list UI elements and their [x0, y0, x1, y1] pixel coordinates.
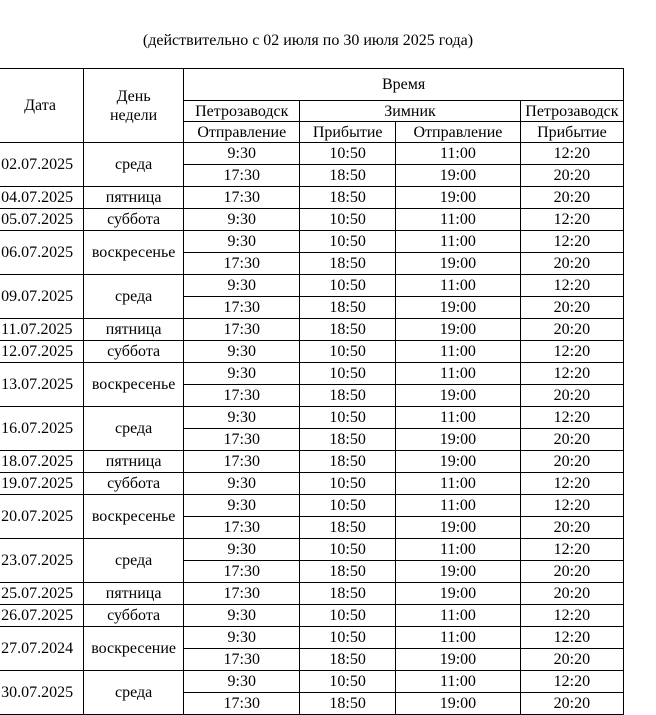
arrival-zimnik-cell: 18:50 [300, 165, 396, 187]
arrival-zimnik-cell: 10:50 [300, 275, 396, 297]
header-day-of-week: День недели [83, 69, 183, 143]
day-of-week-cell: пятница [83, 319, 183, 341]
arrival-petrozavodsk-cell: 20:20 [520, 649, 623, 671]
arrival-zimnik-cell: 18:50 [300, 583, 396, 605]
departure-zimnik-cell: 11:00 [396, 209, 521, 231]
arrival-zimnik-cell: 18:50 [300, 517, 396, 539]
departure-petrozavodsk-cell: 17:30 [184, 429, 300, 451]
day-of-week-cell: пятница [83, 583, 183, 605]
table-row [0, 363, 624, 385]
arrival-petrozavodsk-cell: 12:20 [520, 341, 623, 363]
arrival-petrozavodsk-cell: 20:20 [520, 451, 623, 473]
day-of-week-cell: среда [83, 539, 183, 583]
departure-petrozavodsk-cell: 9:30 [184, 473, 300, 495]
arrival-petrozavodsk-cell: 20:20 [520, 517, 623, 539]
arrival-petrozavodsk-cell: 12:20 [520, 627, 623, 649]
departure-zimnik-cell: 11:00 [396, 275, 521, 297]
departure-petrozavodsk-cell: 17:30 [184, 517, 300, 539]
departure-zimnik-cell: 19:00 [396, 693, 521, 715]
departure-zimnik-cell: 19:00 [396, 187, 521, 209]
departure-zimnik-cell: 19:00 [396, 385, 521, 407]
departure-petrozavodsk-cell: 9:30 [184, 341, 300, 363]
table-row [0, 539, 624, 561]
departure-petrozavodsk-cell: 9:30 [184, 231, 300, 253]
arrival-petrozavodsk-cell: 20:20 [520, 165, 623, 187]
date-cell: 20.07.2025 [0, 495, 83, 539]
departure-zimnik-cell: 11:00 [396, 539, 521, 561]
departure-petrozavodsk-cell: 17:30 [184, 253, 300, 275]
document-subtitle: (действительно с 02 июля по 30 июля 2025 года) [142, 32, 474, 49]
date-cell: 27.07.2024 [0, 627, 83, 671]
departure-zimnik-cell: 11:00 [396, 341, 521, 363]
departure-zimnik-cell: 19:00 [396, 583, 521, 605]
header-stop-zimnik: Зимник [300, 101, 521, 122]
day-of-week-cell: суббота [83, 605, 183, 627]
table-row [0, 473, 624, 495]
table-row [0, 605, 624, 627]
table-row [0, 275, 624, 297]
departure-petrozavodsk-cell: 9:30 [184, 209, 300, 231]
date-cell: 12.07.2025 [0, 341, 83, 363]
arrival-zimnik-cell: 10:50 [300, 605, 396, 627]
departure-petrozavodsk-cell: 17:30 [184, 297, 300, 319]
date-cell: 13.07.2025 [0, 363, 83, 407]
departure-petrozavodsk-cell: 17:30 [184, 187, 300, 209]
header-arrival-2: Прибытие [520, 122, 623, 143]
departure-zimnik-cell: 11:00 [396, 473, 521, 495]
arrival-zimnik-cell: 10:50 [300, 407, 396, 429]
day-of-week-cell: среда [83, 143, 183, 187]
arrival-petrozavodsk-cell: 20:20 [520, 385, 623, 407]
arrival-zimnik-cell: 10:50 [300, 539, 396, 561]
departure-petrozavodsk-cell: 9:30 [184, 363, 300, 385]
arrival-zimnik-cell: 10:50 [300, 143, 396, 165]
day-of-week-cell: воскресенье [83, 495, 183, 539]
departure-zimnik-cell: 19:00 [396, 297, 521, 319]
date-cell: 16.07.2025 [0, 407, 83, 451]
departure-petrozavodsk-cell: 9:30 [184, 143, 300, 165]
arrival-zimnik-cell: 10:50 [300, 363, 396, 385]
departure-zimnik-cell: 11:00 [396, 671, 521, 693]
day-of-week-cell: среда [83, 275, 183, 319]
header-stop-petrozavodsk-arrival: Петрозаводск [520, 101, 623, 122]
arrival-petrozavodsk-cell: 20:20 [520, 429, 623, 451]
table-row [0, 495, 624, 517]
day-of-week-cell: суббота [83, 209, 183, 231]
departure-petrozavodsk-cell: 17:30 [184, 165, 300, 187]
departure-petrozavodsk-cell: 9:30 [184, 495, 300, 517]
departure-zimnik-cell: 19:00 [396, 649, 521, 671]
arrival-petrozavodsk-cell: 20:20 [520, 319, 623, 341]
date-cell: 06.07.2025 [0, 231, 83, 275]
arrival-zimnik-cell: 10:50 [300, 209, 396, 231]
arrival-zimnik-cell: 18:50 [300, 693, 396, 715]
arrival-zimnik-cell: 10:50 [300, 231, 396, 253]
table-row [0, 319, 624, 341]
arrival-petrozavodsk-cell: 20:20 [520, 561, 623, 583]
departure-petrozavodsk-cell: 17:30 [184, 319, 300, 341]
arrival-petrozavodsk-cell: 12:20 [520, 363, 623, 385]
arrival-zimnik-cell: 18:50 [300, 319, 396, 341]
date-cell: 18.07.2025 [0, 451, 83, 473]
arrival-petrozavodsk-cell: 12:20 [520, 473, 623, 495]
departure-zimnik-cell: 19:00 [396, 561, 521, 583]
header-departure: Отправление [184, 122, 300, 143]
arrival-zimnik-cell: 18:50 [300, 561, 396, 583]
departure-petrozavodsk-cell: 9:30 [184, 627, 300, 649]
arrival-zimnik-cell: 10:50 [300, 473, 396, 495]
header-date: Дата [0, 69, 83, 143]
departure-zimnik-cell: 11:00 [396, 363, 521, 385]
arrival-zimnik-cell: 18:50 [300, 253, 396, 275]
arrival-petrozavodsk-cell: 12:20 [520, 231, 623, 253]
arrival-zimnik-cell: 18:50 [300, 451, 396, 473]
departure-petrozavodsk-cell: 9:30 [184, 671, 300, 693]
departure-zimnik-cell: 11:00 [396, 231, 521, 253]
day-of-week-cell: пятница [83, 187, 183, 209]
table-row [0, 187, 624, 209]
departure-petrozavodsk-cell: 17:30 [184, 583, 300, 605]
table-row [0, 671, 624, 693]
departure-zimnik-cell: 19:00 [396, 517, 521, 539]
header-stop-petrozavodsk-departure: Петрозаводск [184, 101, 300, 122]
departure-petrozavodsk-cell: 17:30 [184, 693, 300, 715]
date-cell: 26.07.2025 [0, 605, 83, 627]
arrival-petrozavodsk-cell: 12:20 [520, 143, 623, 165]
arrival-petrozavodsk-cell: 12:20 [520, 407, 623, 429]
arrival-zimnik-cell: 18:50 [300, 429, 396, 451]
departure-zimnik-cell: 19:00 [396, 165, 521, 187]
arrival-petrozavodsk-cell: 12:20 [520, 209, 623, 231]
table-row [0, 341, 624, 363]
arrival-petrozavodsk-cell: 12:20 [520, 539, 623, 561]
departure-zimnik-cell: 19:00 [396, 319, 521, 341]
date-cell: 04.07.2025 [0, 187, 83, 209]
date-cell: 05.07.2025 [0, 209, 83, 231]
arrival-petrozavodsk-cell: 20:20 [520, 583, 623, 605]
day-of-week-cell: воскресенье [83, 231, 183, 275]
departure-zimnik-cell: 11:00 [396, 605, 521, 627]
arrival-zimnik-cell: 10:50 [300, 341, 396, 363]
date-cell: 23.07.2025 [0, 539, 83, 583]
arrival-petrozavodsk-cell: 12:20 [520, 495, 623, 517]
table-row [0, 583, 624, 605]
day-of-week-cell: воскресенье [83, 363, 183, 407]
date-cell: 09.07.2025 [0, 275, 83, 319]
table-row [0, 231, 624, 253]
departure-petrozavodsk-cell: 17:30 [184, 451, 300, 473]
arrival-petrozavodsk-cell: 12:20 [520, 275, 623, 297]
arrival-zimnik-cell: 18:50 [300, 187, 396, 209]
day-of-week-cell: суббота [83, 473, 183, 495]
arrival-zimnik-cell: 18:50 [300, 649, 396, 671]
date-cell: 02.07.2025 [0, 143, 83, 187]
table-row [0, 143, 624, 165]
departure-zimnik-cell: 11:00 [396, 143, 521, 165]
arrival-zimnik-cell: 10:50 [300, 495, 396, 517]
header-row-top [0, 69, 624, 101]
arrival-zimnik-cell: 18:50 [300, 385, 396, 407]
departure-zimnik-cell: 19:00 [396, 253, 521, 275]
departure-petrozavodsk-cell: 9:30 [184, 539, 300, 561]
arrival-zimnik-cell: 18:50 [300, 297, 396, 319]
header-arrival: Прибытие [300, 122, 396, 143]
day-of-week-cell: среда [83, 407, 183, 451]
arrival-petrozavodsk-cell: 20:20 [520, 693, 623, 715]
arrival-petrozavodsk-cell: 20:20 [520, 253, 623, 275]
departure-petrozavodsk-cell: 9:30 [184, 275, 300, 297]
departure-zimnik-cell: 11:00 [396, 407, 521, 429]
departure-petrozavodsk-cell: 9:30 [184, 407, 300, 429]
table-row [0, 627, 624, 649]
departure-zimnik-cell: 11:00 [396, 627, 521, 649]
arrival-petrozavodsk-cell: 12:20 [520, 605, 623, 627]
arrival-petrozavodsk-cell: 20:20 [520, 187, 623, 209]
departure-zimnik-cell: 11:00 [396, 495, 521, 517]
arrival-petrozavodsk-cell: 12:20 [520, 671, 623, 693]
table-row [0, 451, 624, 473]
header-time: Время [184, 69, 624, 101]
date-cell: 25.07.2025 [0, 583, 83, 605]
day-of-week-cell: суббота [83, 341, 183, 363]
departure-petrozavodsk-cell: 17:30 [184, 385, 300, 407]
day-of-week-cell: воскресение [83, 627, 183, 671]
date-cell: 11.07.2025 [0, 319, 83, 341]
arrival-petrozavodsk-cell: 20:20 [520, 297, 623, 319]
departure-zimnik-cell: 19:00 [396, 451, 521, 473]
day-of-week-cell: среда [83, 671, 183, 715]
date-cell: 30.07.2025 [0, 671, 83, 715]
schedule-table [0, 68, 624, 715]
departure-petrozavodsk-cell: 17:30 [184, 561, 300, 583]
departure-petrozavodsk-cell: 9:30 [184, 605, 300, 627]
day-of-week-cell: пятница [83, 451, 183, 473]
date-cell: 19.07.2025 [0, 473, 83, 495]
departure-petrozavodsk-cell: 17:30 [184, 649, 300, 671]
arrival-zimnik-cell: 10:50 [300, 671, 396, 693]
header-departure-2: Отправление [396, 122, 521, 143]
departure-zimnik-cell: 19:00 [396, 429, 521, 451]
table-row [0, 407, 624, 429]
table-row [0, 209, 624, 231]
arrival-zimnik-cell: 10:50 [300, 627, 396, 649]
